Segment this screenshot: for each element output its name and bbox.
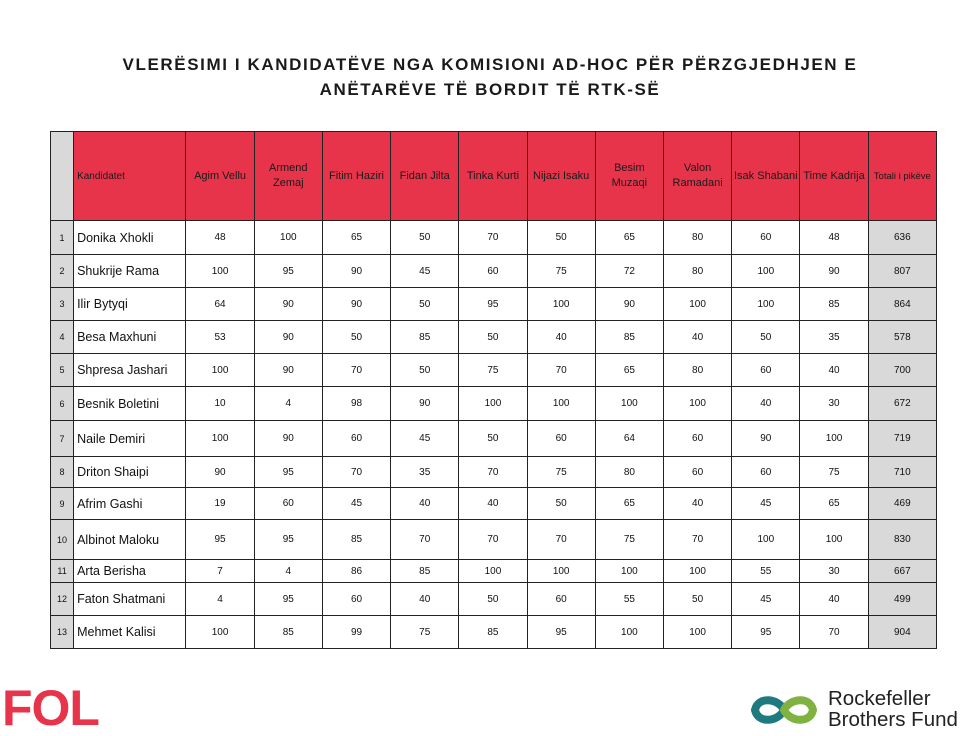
score-cell: 95 [186,520,254,560]
score-cell: 100 [186,421,254,457]
score-cell: 85 [391,321,459,354]
score-cell: 40 [663,321,731,354]
candidate-name: Mehmet Kalisi [74,616,186,649]
score-cell: 100 [663,560,731,583]
score-cell: 70 [663,520,731,560]
score-cell: 100 [527,387,595,421]
score-cell: 60 [322,583,390,616]
header-judge: Time Kadrija [800,132,868,221]
score-cell: 100 [459,560,527,583]
table-row [51,520,937,560]
row-index: 7 [51,421,74,457]
score-cell: 55 [595,583,663,616]
candidate-name: Besnik Boletini [74,387,186,421]
row-index: 6 [51,387,74,421]
score-cell: 70 [459,457,527,488]
score-cell: 60 [459,255,527,288]
score-cell: 95 [732,616,800,649]
score-cell: 50 [527,221,595,255]
total-cell: 667 [868,560,936,583]
row-index: 2 [51,255,74,288]
candidate-name: Naile Demiri [74,421,186,457]
row-index: 1 [51,221,74,255]
scores-table [50,131,937,649]
candidate-name: Besa Maxhuni [74,321,186,354]
page-title [0,52,980,102]
score-cell: 90 [595,288,663,321]
table-row [51,488,937,520]
total-cell: 864 [868,288,936,321]
table-row [51,321,937,354]
row-index: 9 [51,488,74,520]
score-cell: 75 [527,255,595,288]
table-row [51,421,937,457]
score-cell: 60 [663,457,731,488]
candidate-name: Driton Shaipi [74,457,186,488]
score-cell: 45 [391,255,459,288]
score-cell: 100 [800,520,868,560]
score-cell: 70 [800,616,868,649]
total-cell: 904 [868,616,936,649]
row-index: 10 [51,520,74,560]
score-cell: 70 [322,354,390,387]
score-cell: 40 [391,488,459,520]
total-cell: 710 [868,457,936,488]
header-judge: Fitim Haziri [322,132,390,221]
total-cell: 807 [868,255,936,288]
table-row [51,457,937,488]
score-cell: 50 [391,354,459,387]
score-cell: 70 [459,520,527,560]
score-cell: 85 [322,520,390,560]
header-judge: Agim Vellu [186,132,254,221]
header-judge: Armend Zemaj [254,132,322,221]
total-cell: 672 [868,387,936,421]
score-cell: 19 [186,488,254,520]
score-cell: 75 [527,457,595,488]
score-cell: 65 [595,221,663,255]
score-cell: 90 [254,354,322,387]
total-cell: 830 [868,520,936,560]
title-line-2: ANËTARËVE TË BORDIT TË RTK-SË [319,80,661,99]
score-cell: 60 [527,421,595,457]
table-row [51,354,937,387]
score-cell: 50 [322,321,390,354]
score-cell: 10 [186,387,254,421]
score-cell: 45 [732,583,800,616]
candidate-name: Shukrije Rama [74,255,186,288]
score-cell: 40 [800,583,868,616]
candidate-name: Shpresa Jashari [74,354,186,387]
total-cell: 636 [868,221,936,255]
total-cell: 700 [868,354,936,387]
score-cell: 100 [732,255,800,288]
score-cell: 100 [459,387,527,421]
score-cell: 75 [459,354,527,387]
score-cell: 60 [663,421,731,457]
score-cell: 30 [800,560,868,583]
score-cell: 50 [459,421,527,457]
score-cell: 60 [322,421,390,457]
score-cell: 90 [254,421,322,457]
score-cell: 100 [595,616,663,649]
score-cell: 55 [732,560,800,583]
table-row [51,560,937,583]
row-index: 5 [51,354,74,387]
candidate-name: Donika Xhokli [74,221,186,255]
candidate-name: Afrim Gashi [74,488,186,520]
score-cell: 100 [732,520,800,560]
score-cell: 40 [527,321,595,354]
score-cell: 50 [459,321,527,354]
score-cell: 90 [732,421,800,457]
header-judge: Nijazi Isaku [527,132,595,221]
header-judge: Besim Muzaqi [595,132,663,221]
table-body [51,221,937,649]
score-cell: 85 [800,288,868,321]
score-cell: 60 [732,457,800,488]
score-cell: 75 [800,457,868,488]
row-index: 8 [51,457,74,488]
score-cell: 35 [800,321,868,354]
score-cell: 95 [459,288,527,321]
score-cell: 90 [322,255,390,288]
score-cell: 45 [391,421,459,457]
score-cell: 40 [459,488,527,520]
score-cell: 65 [595,488,663,520]
score-cell: 50 [391,221,459,255]
header-judge: Valon Ramadani [663,132,731,221]
score-cell: 90 [322,288,390,321]
score-cell: 90 [186,457,254,488]
total-cell: 499 [868,583,936,616]
score-cell: 86 [322,560,390,583]
score-cell: 90 [391,387,459,421]
header-candidates: Kandidatet [74,132,186,221]
score-cell: 80 [663,255,731,288]
score-cell: 70 [322,457,390,488]
score-cell: 65 [800,488,868,520]
row-index: 11 [51,560,74,583]
score-cell: 65 [322,221,390,255]
total-cell: 719 [868,421,936,457]
score-cell: 100 [527,288,595,321]
rbf-infinity-icon [748,690,820,730]
score-cell: 90 [254,288,322,321]
score-cell: 100 [186,616,254,649]
score-cell: 50 [732,321,800,354]
score-cell: 7 [186,560,254,583]
score-cell: 99 [322,616,390,649]
score-cell: 100 [663,387,731,421]
score-cell: 4 [254,387,322,421]
table-row [51,221,937,255]
header-judge: Tinka Kurti [459,132,527,221]
score-cell: 90 [254,321,322,354]
total-cell: 469 [868,488,936,520]
score-cell: 100 [800,421,868,457]
score-cell: 100 [254,221,322,255]
score-cell: 50 [527,488,595,520]
score-cell: 40 [800,354,868,387]
score-cell: 80 [663,221,731,255]
candidate-name: Faton Shatmani [74,583,186,616]
score-cell: 53 [186,321,254,354]
score-cell: 95 [527,616,595,649]
score-cell: 100 [186,354,254,387]
score-cell: 48 [800,221,868,255]
score-cell: 75 [391,616,459,649]
row-index: 13 [51,616,74,649]
score-cell: 60 [732,354,800,387]
score-cell: 100 [663,616,731,649]
score-cell: 30 [800,387,868,421]
score-cell: 64 [595,421,663,457]
table-row [51,616,937,649]
score-cell: 100 [527,560,595,583]
table-row [51,255,937,288]
row-index: 3 [51,288,74,321]
score-cell: 85 [254,616,322,649]
score-cell: 40 [391,583,459,616]
score-cell: 72 [595,255,663,288]
score-cell: 50 [663,583,731,616]
header-judge: Fidan Jilta [391,132,459,221]
score-cell: 60 [527,583,595,616]
score-cell: 60 [254,488,322,520]
row-index: 12 [51,583,74,616]
row-index: 4 [51,321,74,354]
candidate-name: Albinot Maloku [74,520,186,560]
candidate-name: Arta Berisha [74,560,186,583]
score-cell: 95 [254,255,322,288]
score-cell: 50 [459,583,527,616]
header-index-cell [51,132,74,221]
score-cell: 40 [663,488,731,520]
title-line-1: VLERËSIMI I KANDIDATËVE NGA KOMISIONI AD-HOC PËR PËRZGJEDHJEN E [122,55,858,74]
score-cell: 85 [459,616,527,649]
total-cell: 578 [868,321,936,354]
score-cell: 35 [391,457,459,488]
score-cell: 100 [732,288,800,321]
score-cell: 70 [527,354,595,387]
score-cell: 80 [663,354,731,387]
score-cell: 90 [800,255,868,288]
score-cell: 100 [663,288,731,321]
score-cell: 64 [186,288,254,321]
rbf-name-line-2: Brothers Fund [828,708,958,731]
score-cell: 65 [595,354,663,387]
score-cell: 85 [595,321,663,354]
score-cell: 48 [186,221,254,255]
score-cell: 60 [732,221,800,255]
score-cell: 4 [254,560,322,583]
score-cell: 50 [391,288,459,321]
table-row [51,583,937,616]
score-cell: 70 [391,520,459,560]
candidate-name: Ilir Bytyqi [74,288,186,321]
header-judge: Isak Shabani [732,132,800,221]
score-cell: 40 [732,387,800,421]
table-row [51,288,937,321]
score-cell: 70 [527,520,595,560]
score-cell: 95 [254,583,322,616]
score-cell: 100 [595,560,663,583]
score-cell: 45 [322,488,390,520]
score-cell: 95 [254,457,322,488]
fol-logo: FOL [2,680,99,736]
score-cell: 45 [732,488,800,520]
score-cell: 80 [595,457,663,488]
score-cell: 75 [595,520,663,560]
score-cell: 95 [254,520,322,560]
score-cell: 100 [186,255,254,288]
rbf-name-line-1: Rockefeller [828,687,931,710]
score-cell: 100 [595,387,663,421]
table-row [51,387,937,421]
rockefeller-logo [748,688,978,734]
score-cell: 98 [322,387,390,421]
score-cell: 4 [186,583,254,616]
score-cell: 70 [459,221,527,255]
score-cell: 85 [391,560,459,583]
header-total: Totali i pikëve [868,132,936,221]
header-row [51,132,937,221]
